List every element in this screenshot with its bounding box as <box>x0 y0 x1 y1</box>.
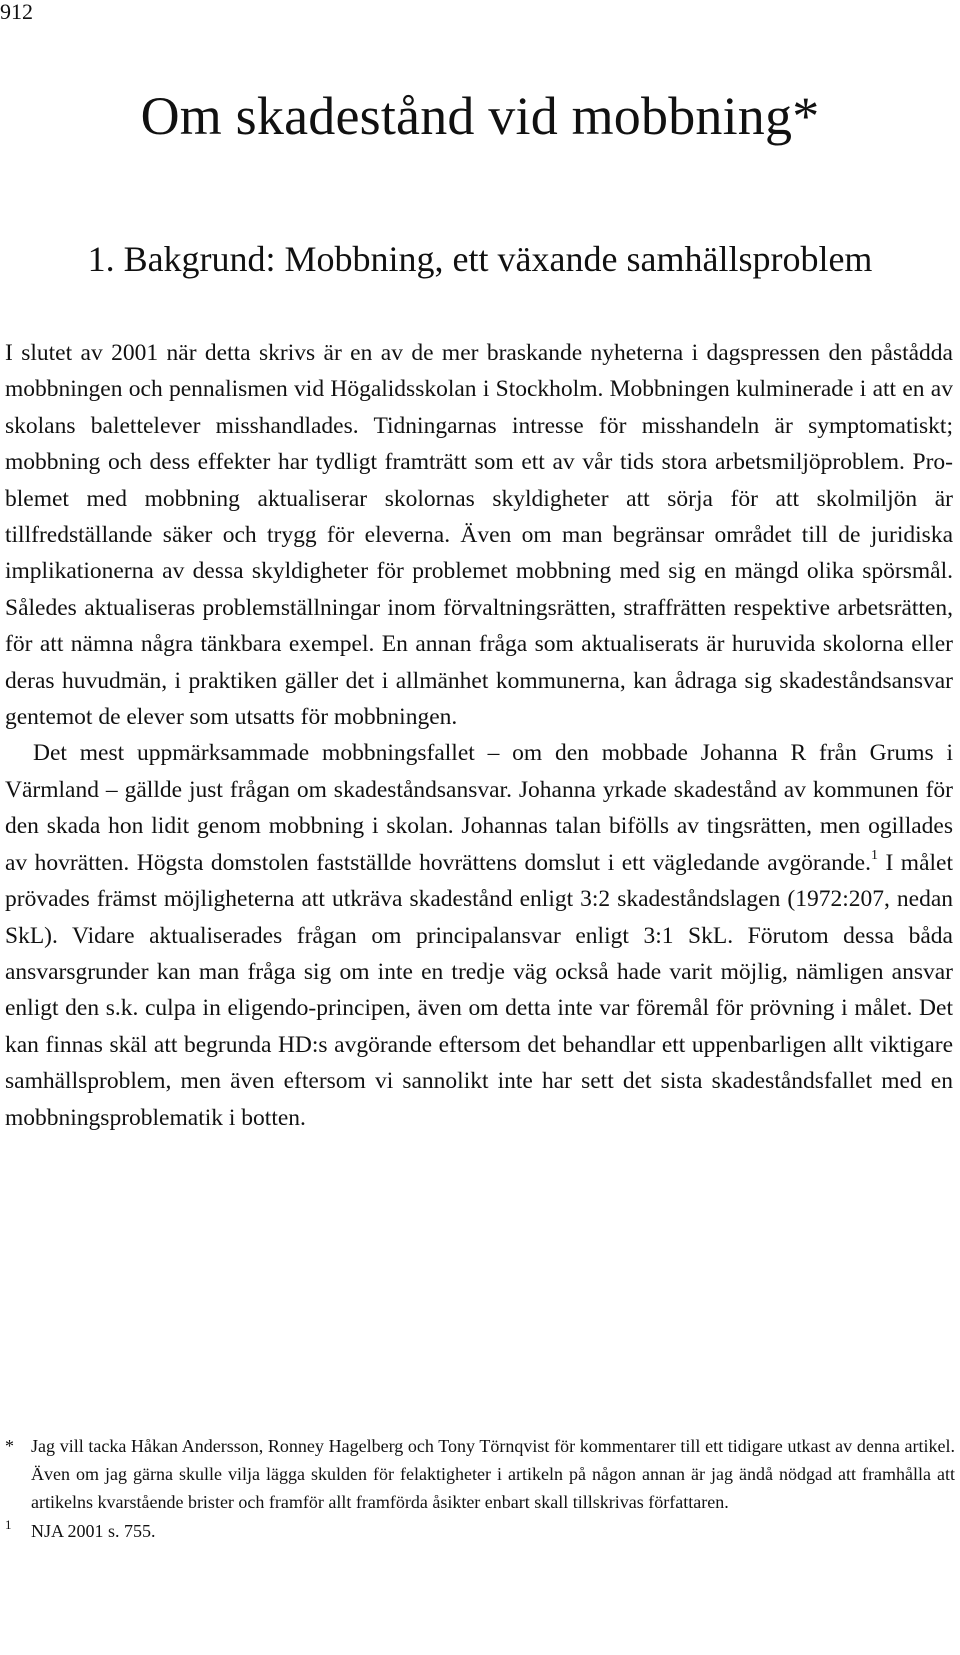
article-title: Om skadestånd vid mobbning* <box>140 86 820 146</box>
footnote-text: Jag vill tacka Håkan Andersson, Ronney Hagelberg och Tony Törnqvist för kommentarer till ett tidigare utkast av denna artikel. Även om jag gärna skulle vilja lägga skulden för felaktigheter i artikeln på någon annan är jag ändå nödgad att framhålla att artikelns kvarstående brister och framför allt framförda åsikter enbart skall tillskrivas författaren. <box>31 1436 955 1513</box>
body-paragraph <box>5 335 953 735</box>
footnote-text: NJA 2001 s. 755. <box>31 1520 156 1541</box>
article-body <box>5 335 953 1136</box>
footnotes <box>5 1432 955 1545</box>
paragraph-text: I målet prövades främst möjligheterna att utkräva skadestånd enligt 3:2 skadeståndslagen (1972:207, nedan SkL). Vidare aktualiserades frågan om principalansvar enligt 3:1 SkL. Förutom dessa båda ansvarsgrunder kan man fråga sig om inte en tredje väg också hade varit möjlig, nämligen ansvar enligt den s.k. culpa in eligendo-principen, även om detta inte var föremål för prövning i målet. Det kan finnas skäl att begrunda HD:s avgörande eftersom det behandlar ett uppenbarligen allt viktigare samhällsproblem, men även eftersom vi sannolikt inte har sett det sista skadeståndsfallet med en mobbningsproblematik i botten. <box>5 849 953 1131</box>
footnote-marker: * <box>5 1436 14 1456</box>
body-paragraph <box>5 735 953 1135</box>
footnote <box>5 1432 955 1517</box>
paragraph-text: Det mest uppmärksammade mobbningsfallet – om den mobbade Johanna R från Grums i Värmland – gällde just frågan om skadeståndsansvar. Johanna yrkade skadestånd av kommunen för den skada hon lidit genom mobbning i skolan. Johannas talan bifölls av tingsrätten, men ogillades av hovrätten. Högsta domstolen fastställde hovrättens domslut i ett vägledande avgörande. <box>5 740 953 876</box>
section-heading: 1. Bakgrund: Mobbning, ett växande samhällsproblem <box>87 239 873 279</box>
paragraph-text: I slutet av 2001 när detta skrivs är en av de mer braskande nyheterna i dagspressen den påstådda mobbningen och pennalismen vid Högalidsskolan i Stockholm. Mobbningen kulminerade i att en av skolans balettelever misshandlades. Tidningarnas intresse för misshandeln är symptomatiskt; mobbning och dess effekter har tydligt framträtt som ett av vår tids stora arbetsmiljöproblem. Problemet med mobbning aktualiserar skolornas skyldigheter att sörja för att skolmiljön är tillfredställande säker och trygg för eleverna. Även om man begränsar området till de juridiska implikationerna av dessa skyldigheter för problemet mobbning med sig en mängd olika spörsmål. Således aktualiseras problemställningar inom förvaltningsrätten, straffrätten respektive arbetsrätten, för att nämna några tänkbara exempel. En annan fråga som aktualiserats är huruvida skolorna eller deras huvudmän, i praktiken gäller det i allmänhet kommunerna, kan ådraga sig skadeståndsansvar gentemot de elever som utsatts för mobbningen. <box>5 340 953 731</box>
footnote-reference: 1 <box>870 847 878 863</box>
footnote <box>5 1517 955 1545</box>
footnote-marker: 1 <box>5 1516 12 1532</box>
page-number: 912 <box>0 0 33 24</box>
